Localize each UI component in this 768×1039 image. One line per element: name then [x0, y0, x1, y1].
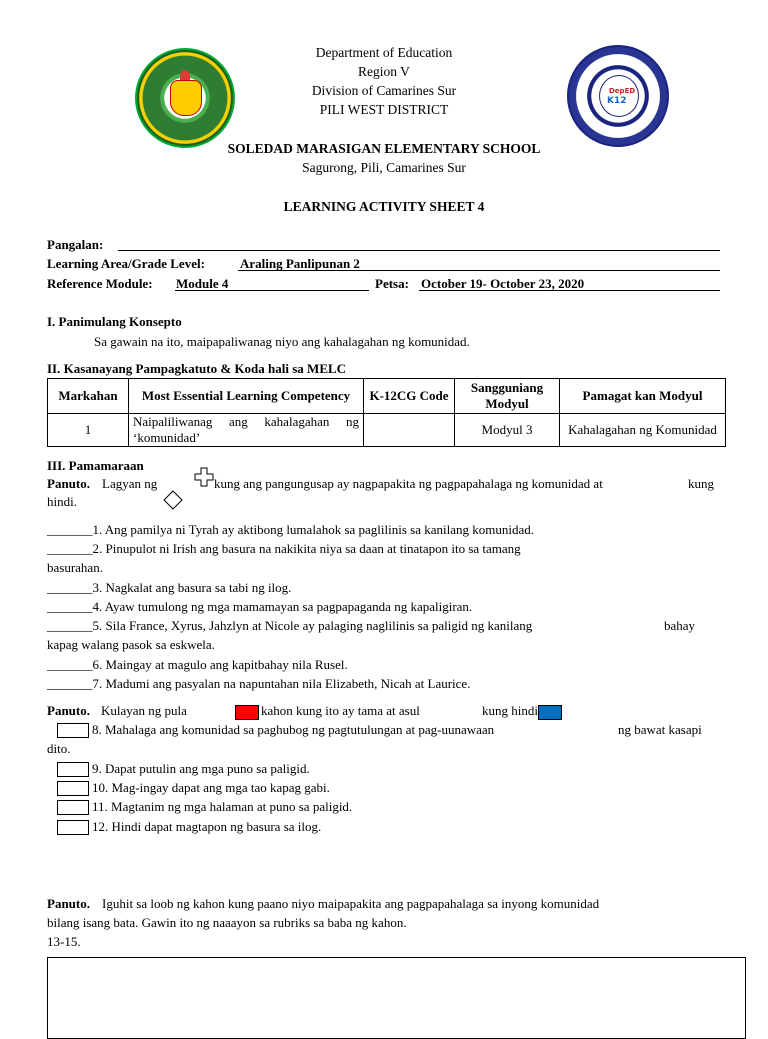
- module-field[interactable]: [175, 290, 369, 291]
- list-item: 12. Hindi dapat magtapon ng basura sa ilog.: [92, 819, 322, 834]
- school-name: SOLEDAD MARASIGAN ELEMENTARY SCHOOL: [227, 141, 541, 156]
- list-item: _______4. Ayaw tumulong ng mga mamamayan sa pagpapaganda ng kapaligiran.: [47, 599, 473, 614]
- list-item: _______2. Pinupulot ni Irish ang basura na nakikita niya sa daan at tinatapon ito sa tamang: [47, 541, 521, 556]
- area-value: Araling Panlipunan 2: [240, 256, 360, 271]
- list-item-cont: dito.: [47, 741, 71, 756]
- list-item-end: ng bawat kasapi: [618, 722, 702, 737]
- date-value: October 19- October 23, 2020: [421, 276, 585, 291]
- panuto2-text-a: Kulayan ng pula: [101, 703, 187, 718]
- list-item: _______6. Maingay at magulo ang kapitbahay nila Rusel.: [47, 657, 348, 672]
- panuto1-text-c: kung: [688, 476, 714, 491]
- panuto3-items: 13-15.: [47, 934, 81, 949]
- panuto3-text1: Iguhit sa loob ng kahon kung paano niyo maipapakita ang pagpapahalaga sa inyong komunidad: [102, 896, 600, 911]
- list-item: kapag walang pasok sa eskwela.: [47, 637, 215, 652]
- melc-table: [47, 378, 726, 447]
- cell-markahan: 1: [48, 414, 129, 447]
- dept-line: Department of Education: [315, 45, 453, 60]
- table-header-row: [48, 379, 726, 414]
- cross-shape-icon: [194, 467, 214, 487]
- panuto3-text2: bilang isang bata. Gawin ito ng naaayon sa rubriks sa baba ng kahon.: [47, 915, 407, 930]
- area-field[interactable]: [238, 270, 720, 271]
- cell-competency: Naipaliliwanag ang kahalagahan ng ‘komunidad’: [129, 414, 364, 447]
- panuto1-text-a: Lagyan ng: [102, 476, 158, 491]
- panuto1-label: Panuto.: [47, 476, 90, 491]
- list-item: _______3. Nagkalat ang basura sa tabi ng ilog.: [47, 580, 292, 595]
- module-value: Module 4: [176, 276, 229, 291]
- answer-box-9[interactable]: [57, 762, 89, 777]
- panuto3-label: Panuto.: [47, 896, 90, 911]
- answer-box-10[interactable]: [57, 781, 89, 796]
- section1-text: Sa gawain na ito, maipapaliwanag niyo ang kahalagahan ng komunidad.: [94, 334, 470, 349]
- drawing-box[interactable]: [47, 957, 746, 1039]
- panuto2-label: Panuto.: [47, 703, 90, 718]
- section3-heading: III. Pamamaraan: [47, 458, 144, 473]
- answer-box-8[interactable]: [57, 723, 89, 738]
- name-label: Pangalan:: [47, 237, 104, 252]
- cell-pamagat: Kahalagahan ng Komunidad: [560, 414, 726, 447]
- col-code: K-12CG Code: [364, 379, 455, 414]
- answer-box-12[interactable]: [57, 820, 89, 835]
- col-pamagat: Pamagat kan Modyul: [560, 379, 726, 414]
- list-item: basurahan.: [47, 560, 103, 575]
- red-swatch: [235, 705, 259, 720]
- list-item: _______1. Ang pamilya ni Tyrah ay aktibong lumalahok sa paglilinis sa kanilang komunidad.: [47, 522, 534, 537]
- list-item: 9. Dapat putulin ang mga puno sa paligid.: [92, 761, 310, 776]
- k12-mark: K12: [607, 96, 627, 106]
- cell-modyul: Modyul 3: [455, 414, 560, 447]
- section1-heading: I. Panimulang Konsepto: [47, 314, 182, 329]
- col-modyul: Sangguniang Modyul: [455, 379, 560, 414]
- school-address: Sagurong, Pili, Camarines Sur: [302, 160, 466, 175]
- division-line: Division of Camarines Sur: [311, 83, 457, 98]
- col-competency: Most Essential Learning Competency: [129, 379, 364, 414]
- list-item: 11. Magtanim ng mga halaman at puno sa paligid.: [92, 799, 353, 814]
- sheet-title: LEARNING ACTIVITY SHEET 4: [283, 199, 485, 214]
- panuto1-text-b: kung ang pangungusap ay nagpapakita ng pagpapahalaga ng komunidad at: [214, 476, 603, 491]
- region-line: Region V: [358, 64, 410, 79]
- list-item: _______5. Sila France, Xyrus, Jahzlyn at Nicole ay palaging naglilinis sa paligid ng kanilang: [47, 618, 533, 633]
- list-item-end: bahay: [664, 618, 696, 633]
- table-row: [48, 414, 726, 447]
- date-field[interactable]: [419, 290, 720, 291]
- list-item: 8. Mahalaga ang komunidad sa paghubog ng pagtutulungan at pag-uunawaan: [92, 722, 495, 737]
- section2-heading: II. Kasanayang Pampagkatuto & Koda hali sa MELC: [47, 361, 347, 376]
- blue-swatch: [538, 705, 562, 720]
- area-label: Learning Area/Grade Level:: [47, 256, 205, 271]
- cell-code: [364, 414, 455, 447]
- col-markahan: Markahan: [48, 379, 129, 414]
- name-field[interactable]: [118, 250, 720, 251]
- panuto1-text-d: hindi.: [47, 494, 77, 509]
- answer-box-11[interactable]: [57, 800, 89, 815]
- diamond-shape-icon: [163, 490, 183, 510]
- list-item: 10. Mag-ingay dapat ang mga tao kapag gabi.: [92, 780, 330, 795]
- date-label: Petsa:: [375, 276, 409, 291]
- deped-mark: DepED: [609, 87, 636, 95]
- module-label: Reference Module:: [47, 276, 153, 291]
- list-item: _______7. Madumi ang pasyalan na napuntahan nila Elizabeth, Nicah at Laurice.: [47, 676, 471, 691]
- panuto2-text-b: kahon kung ito ay tama at asul: [261, 703, 420, 718]
- district-line: PILI WEST DISTRICT: [319, 102, 449, 117]
- panuto2-text-c: kung hindi: [482, 703, 538, 718]
